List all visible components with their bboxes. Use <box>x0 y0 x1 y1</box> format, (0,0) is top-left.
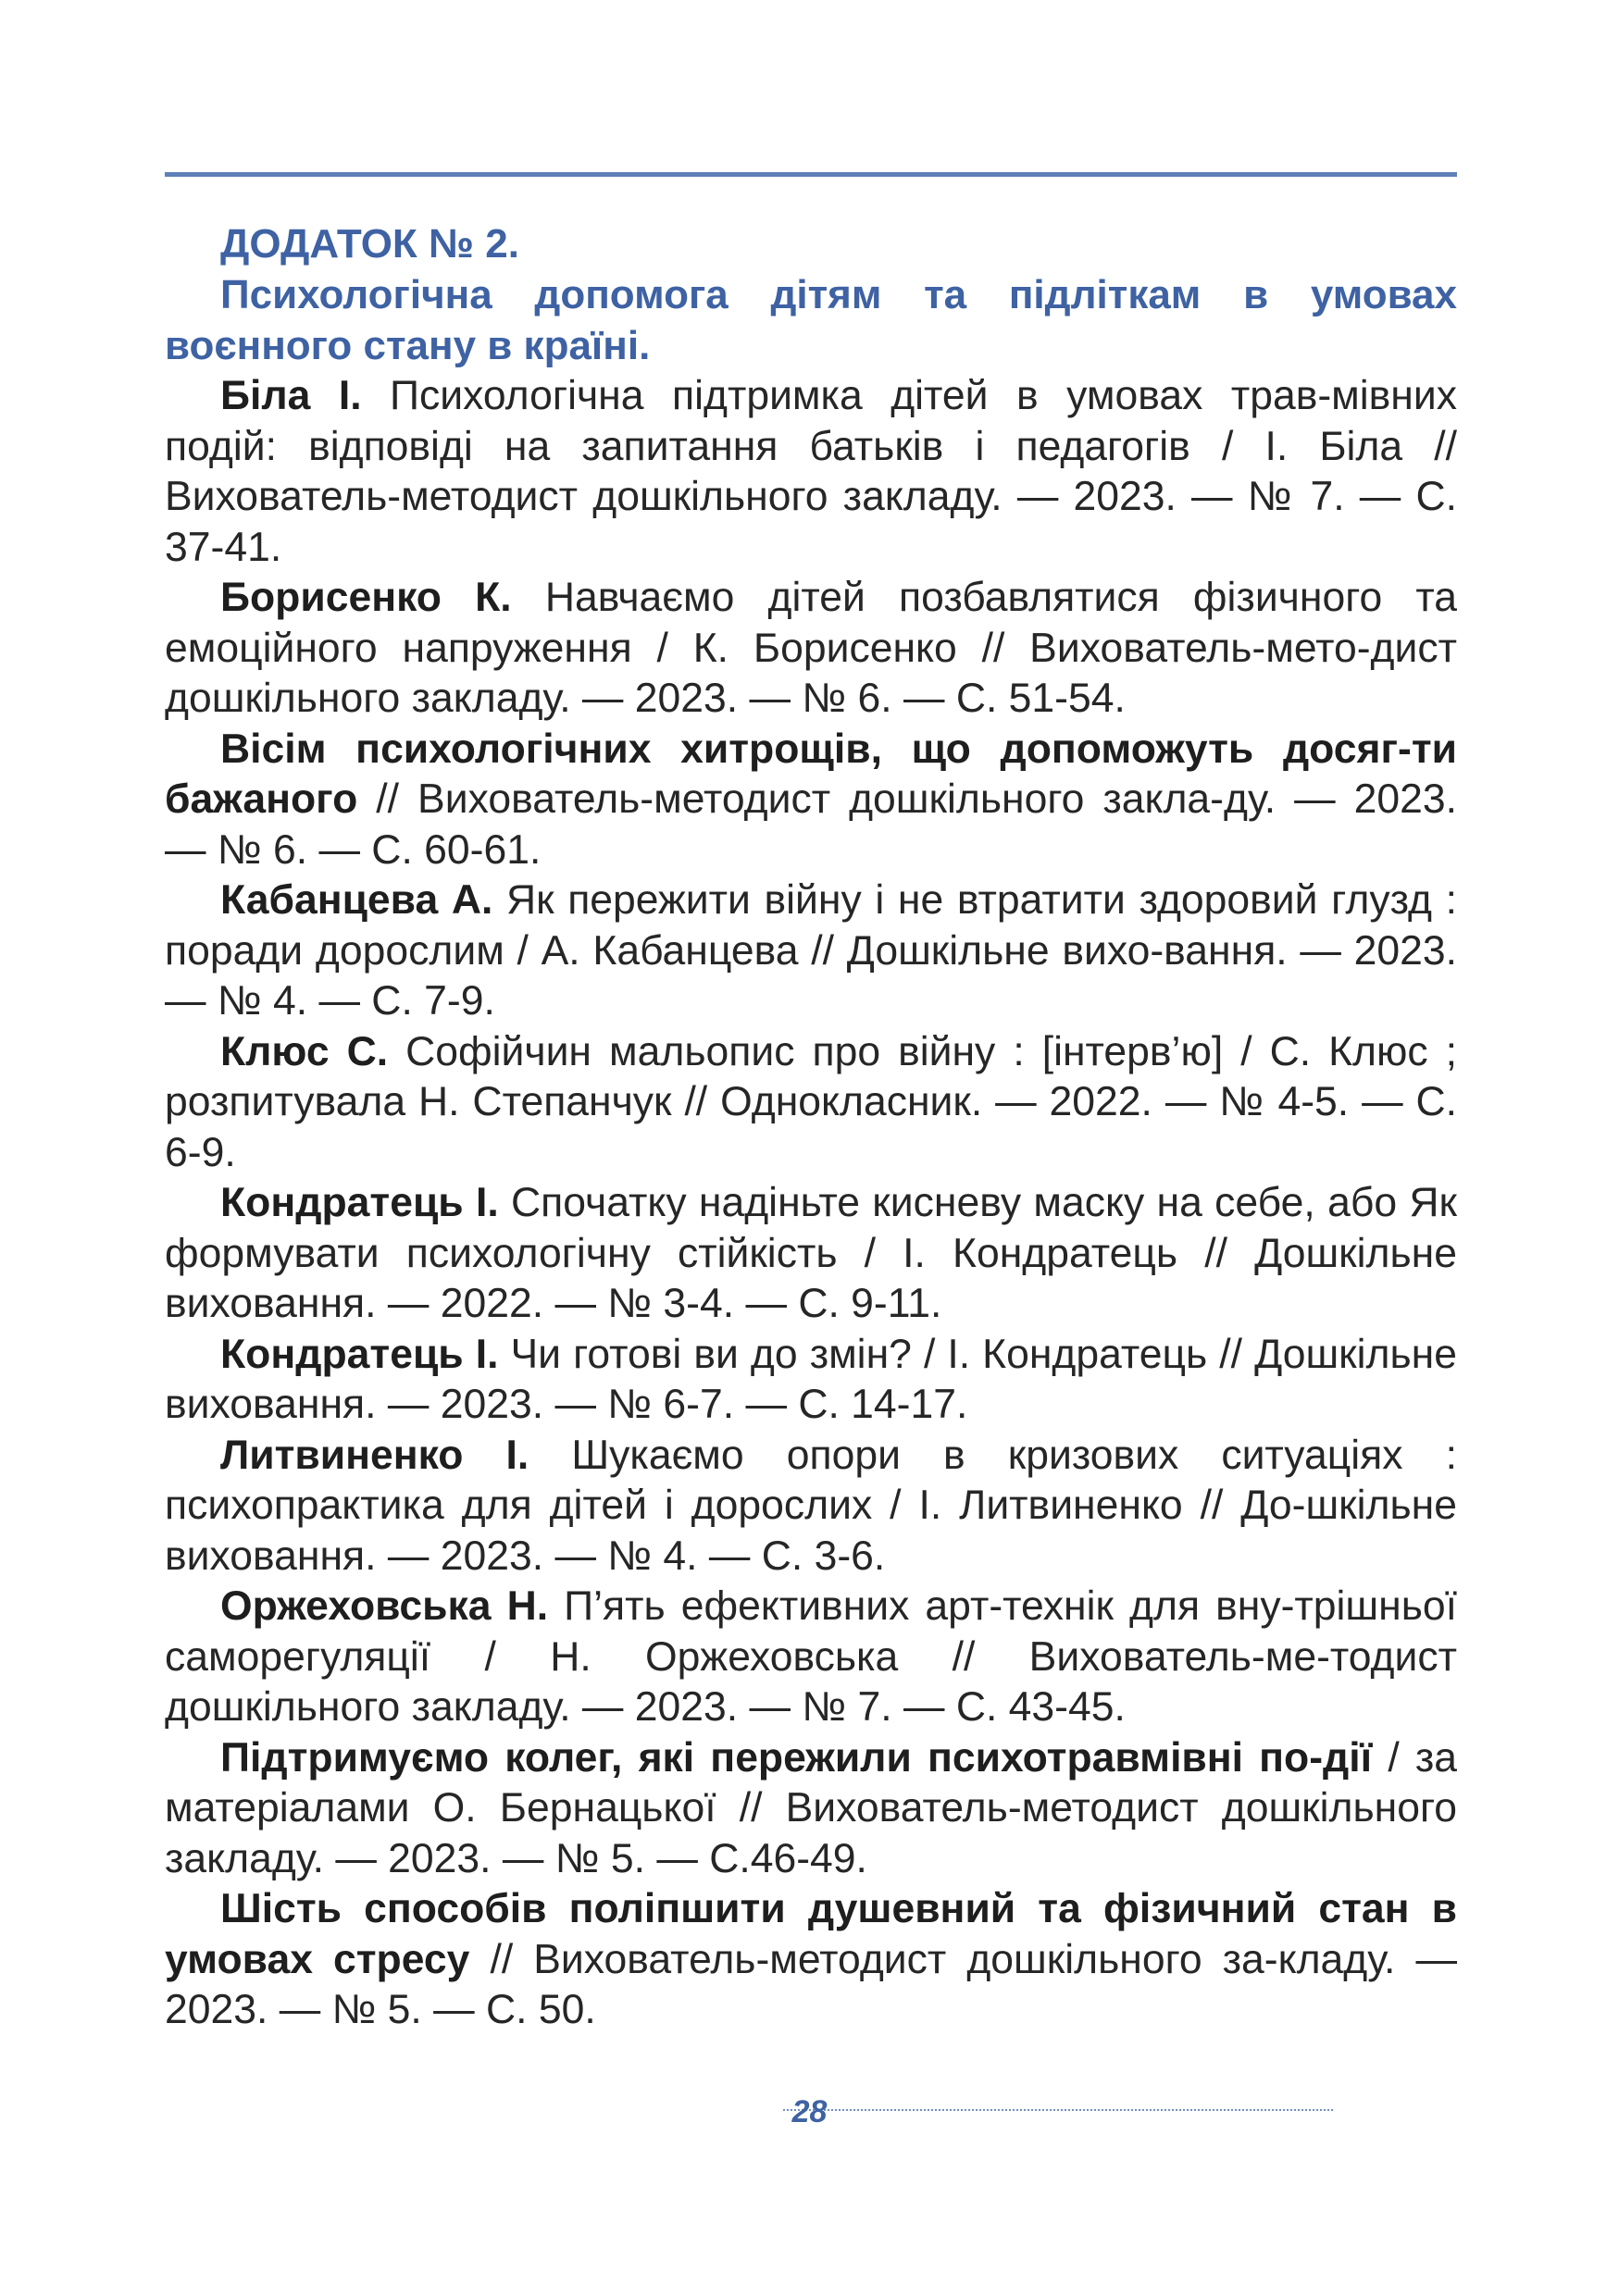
page-number: 28 <box>791 2094 828 2129</box>
entry-details: // Вихователь-методист дошкільного закла-ду. — 2023. — № 6. — С. 60-61. <box>165 776 1457 873</box>
header-rule <box>165 172 1457 177</box>
entry-lead: Борисенко К. <box>220 575 512 620</box>
entry-details: Чи готові ви до змін? / І. Кондратець // Дошкільне виховання. — 2023. — № 6-7. — С. 14-17. <box>165 1331 1457 1427</box>
entry-lead: Шість способів поліпшити душевний та фізичний стан в умовах стресу <box>165 1886 1457 1982</box>
entry-details: // Вихователь-методист дошкільного за-кладу. — 2023. — № 5. — С. 50. <box>165 1936 1457 2032</box>
entry-details: Як пережити війну і не втратити здоровий глузд : поради дорослим / А. Кабанцева // Дошкільне вихо-вання. — 2023. — № 4. — С. 7-9. <box>165 877 1457 1024</box>
entry-lead: Клюс С. <box>220 1028 389 1074</box>
entry-details: Навчаємо дітей позбавлятися фізичного та емоційного напруження / К. Борисенко // Вихователь-мето-дист дошкільного закладу. — 2023. — № 6. — С. 51-54. <box>165 575 1457 721</box>
entry-lead: Кондратець І. <box>220 1331 499 1377</box>
entry-lead: Литвиненко І. <box>220 1432 529 1478</box>
bibliography-entry <box>165 1582 1457 1733</box>
entry-details: Спочатку надіньте кисневу маску на себе, або Як формувати психологічну стійкість / І. Кондратець // Дошкільне виховання. — 2022. — № 3-4. — С. 9-11. <box>165 1180 1457 1326</box>
entry-details: Софійчин мальопис про війну : [інтерв’ю] / С. Клюс ; розпитувала Н. Степанчук // Однокласник. — 2022. — № 4-5. — С. 6-9. <box>165 1028 1457 1175</box>
entry-lead: Вісім психологічних хитрощів, що допоможуть досяг-ти бажаного <box>165 726 1457 822</box>
entry-details: Психологічна підтримка дітей в умовах трав-мівних подій: відповіді на запитання батьків і педагогів / І. Біла // Вихователь-методист дошкільного закладу. — 2023. — № 7. — С. 37-41. <box>165 373 1457 570</box>
section-title: Психологічна допомога дітям та підліткам в умовах воєнного стану в країні. <box>165 272 1457 368</box>
entry-details: Шукаємо опори в кризових ситуаціях : психопрактика для дітей і дорослих / І. Литвиненко // До-шкільне виховання. — 2023. — № 4. — С. 3-6. <box>165 1432 1457 1579</box>
bibliography-entry <box>165 725 1457 876</box>
bibliography-entry <box>165 1027 1457 1179</box>
entry-lead: Підтримуємо колег, які пережили психотравмівні по-дії <box>220 1734 1373 1781</box>
bibliography-entry <box>165 1733 1457 1885</box>
document-body <box>165 218 1457 2036</box>
entry-lead: Кабанцева А. <box>220 877 493 923</box>
entry-details: / за матеріалами О. Бернацької // Вихователь-методист дошкільного закладу. — 2023. — № 5. — С.46-49. <box>165 1734 1457 1881</box>
bibliography-entry <box>165 1884 1457 2036</box>
bibliography-entry <box>165 1330 1457 1431</box>
bibliography-entry <box>165 1178 1457 1330</box>
bibliography-entry <box>165 371 1457 573</box>
bibliography-entry <box>165 875 1457 1027</box>
entry-details: П’ять ефективних арт-технік для вну-трішньої саморегуляції / Н. Оржеховська // Вихователь-ме-тодист дошкільного закладу. — 2023. — № 7. — С. 43-45. <box>165 1583 1457 1730</box>
bibliography-entry <box>165 573 1457 725</box>
entry-lead: Кондратець І. <box>220 1180 499 1225</box>
entry-lead: Біла І. <box>220 373 362 418</box>
entry-lead: Оржеховська Н. <box>220 1583 549 1629</box>
bibliography-entry <box>165 1431 1457 1582</box>
appendix-label: ДОДАТОК № 2. <box>220 221 519 267</box>
